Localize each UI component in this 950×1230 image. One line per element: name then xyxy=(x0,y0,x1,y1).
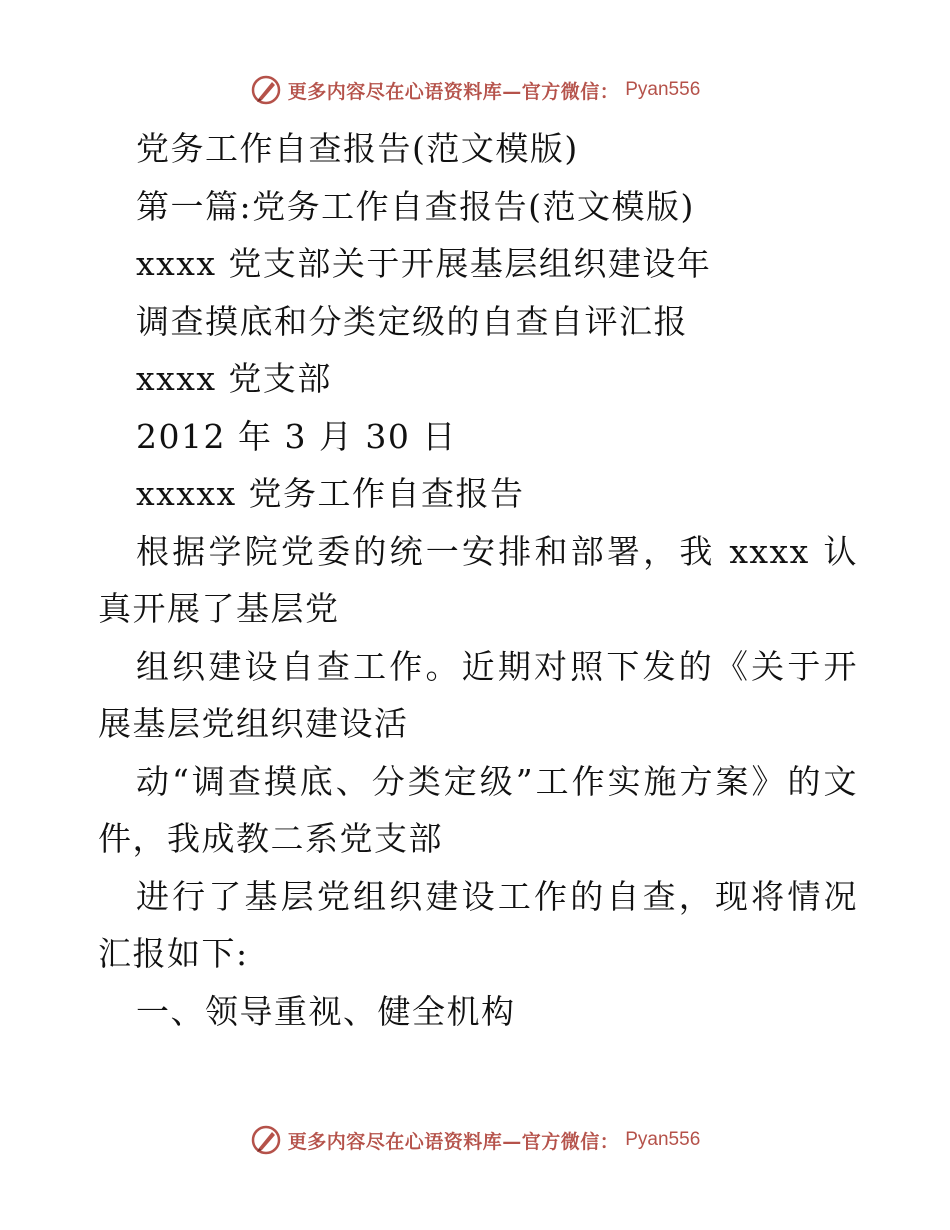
report-date: 2012 年 3 月 30 日 xyxy=(136,416,457,456)
footer-watermark xyxy=(0,1120,950,1160)
body-paragraph: 进行了基层党组织建设工作的自查，现将情况汇报如下: xyxy=(98,876,858,973)
report-subtitle: xxxxx 党务工作自查报告 xyxy=(136,474,525,513)
watermark-text: 更多内容尽在心语资料库—官方微信： xyxy=(287,80,620,103)
section-title: 第一篇:党务工作自查报告(范文模版) xyxy=(136,186,695,226)
document-body xyxy=(98,120,858,1040)
quill-pen-icon xyxy=(250,1124,282,1156)
watermark-handle: Pyan556 xyxy=(625,1129,701,1150)
report-heading-line-1: xxxx 党支部关于开展基层组织建设年 xyxy=(136,244,712,283)
header-watermark xyxy=(0,70,950,110)
report-heading-line-2: 调查摸底和分类定级的自查自评汇报 xyxy=(136,301,688,341)
report-issuer: xxxx 党支部 xyxy=(136,359,332,398)
body-paragraph: 动“调查摸底、分类定级”工作实施方案》的文件，我成教二系党支部 xyxy=(98,761,858,858)
section-heading: 一、领导重视、健全机构 xyxy=(136,991,516,1031)
doc-title: 党务工作自查报告(范文模版) xyxy=(136,129,579,168)
watermark-handle: Pyan556 xyxy=(625,79,701,100)
body-paragraph: 组织建设自查工作。近期对照下发的《关于开展基层党组织建设活 xyxy=(98,646,858,743)
body-paragraph: 根据学院党委的统一安排和部署，我 xxxx 认真开展了基层党 xyxy=(98,531,858,628)
quill-pen-icon xyxy=(250,74,282,106)
watermark-text: 更多内容尽在心语资料库—官方微信： xyxy=(287,1130,620,1153)
